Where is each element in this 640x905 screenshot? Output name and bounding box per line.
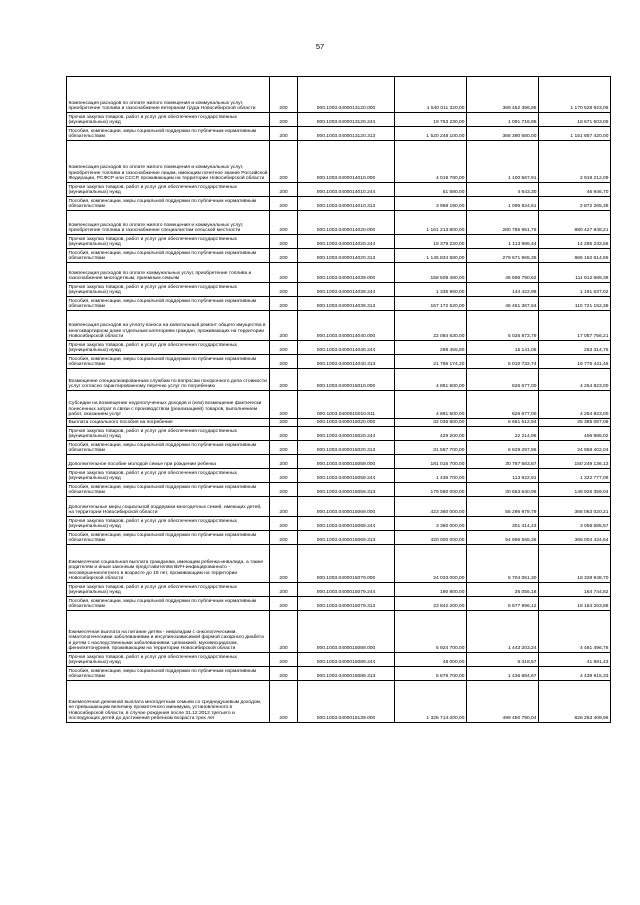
row-budget-code-cell: 000.1003.0400014039.313	[298, 297, 395, 311]
row-executed-cell: 5 010 732,74	[467, 355, 539, 369]
row-unexecuted-cell: 406 985,02	[539, 427, 611, 441]
row-name-cell: Пособия, компенсации, меры социальной поддержки по публичным нормативным обязательствам	[67, 249, 270, 263]
row-name-cell: Прочая закупка товаров, работ и услуг для обеспечения государственных (муниципальных) нужд	[67, 427, 270, 441]
row-line-code-cell: 200	[270, 311, 298, 341]
row-approved-cell: 48 000,00	[395, 653, 467, 667]
row-approved-cell: 1 335 960,00	[395, 283, 467, 297]
row-unexecuted-cell: 164 744,82	[539, 583, 611, 597]
row-line-code-cell: 200	[270, 141, 298, 183]
row-approved-cell: 1 145 834 580,00	[395, 249, 467, 263]
row-approved-cell: 3 968 190,00	[395, 197, 467, 211]
row-name-cell: Пособия, компенсации, меры социальной поддержки по публичным нормативным обязательствам	[67, 667, 270, 681]
row-budget-code-cell: 000.1003.0400014039.244	[298, 283, 395, 297]
table-row	[67, 355, 611, 369]
table-row	[67, 311, 611, 341]
row-executed-cell: 626 677,00	[467, 391, 539, 419]
table-row	[67, 263, 611, 283]
row-name-cell: Компенсация расходов по оплате жилого помещения и коммунальных услуг, приобретение топлива и газоснабжение лицам, имеющим почетное звание Российской Федерации, РСФСР или СССР, проживающим на территории Новосибирской области	[67, 141, 270, 183]
table-row	[67, 235, 611, 249]
table-row	[67, 283, 611, 297]
row-line-code-cell: 200	[270, 283, 298, 297]
row-budget-code-cell: 000.1003.0400015079.244	[298, 583, 395, 597]
row-approved-cell: 1 161 213 800,00	[395, 211, 467, 235]
row-budget-code-cell: 000.1003.0400014020.244	[298, 235, 395, 249]
row-unexecuted-cell: 18 328 948,70	[539, 545, 611, 583]
row-executed-cell: 6 629 297,96	[467, 441, 539, 455]
table-row	[67, 183, 611, 197]
row-budget-code-cell: 000.1003.0400015020.313	[298, 441, 395, 455]
row-unexecuted-cell: 2 919 212,09	[539, 141, 611, 183]
row-unexecuted-cell: 826 263 409,96	[539, 681, 611, 723]
row-budget-code-cell: 000.1003.0400015079.000	[298, 545, 395, 583]
row-line-code-cell: 200	[270, 441, 298, 455]
row-approved-cell: 298 455,80	[395, 341, 467, 355]
table-row	[67, 597, 611, 611]
row-line-code-cell: 200	[270, 681, 298, 723]
row-budget-code-cell: 000.1003.0400014039.000	[298, 263, 395, 283]
row-approved-cell: 22 084 630,00	[395, 311, 467, 341]
row-unexecuted-cell: 110 721 152,36	[539, 297, 611, 311]
row-budget-code-cell: 000.1003.0400015069.313	[298, 531, 395, 545]
row-unexecuted-cell: 880 427 848,21	[539, 211, 611, 235]
row-name-cell: Ежемесячная денежная выплата многодетным семьям со среднедушевым доходом, не превышающим величину прожиточного минимума, установленного в Новосибирской области, в случае рождения после 31.12.2012 третьего и последующих детей до достижения ребенком возраста трех лет	[67, 681, 270, 723]
row-name-cell: Дополнительные меры социальной поддержки многодетных семей, имеющих детей, на территории Новосибирской области	[67, 497, 270, 517]
row-name-cell: Пособия, компенсации, меры социальной поддержки по публичным нормативным обязательствам	[67, 197, 270, 211]
row-executed-cell: 144 422,98	[467, 283, 539, 297]
row-unexecuted-cell: 1 151 857 420,00	[539, 127, 611, 141]
row-budget-code-cell: 000.1003.0400015010.000	[298, 369, 395, 391]
table-row	[67, 497, 611, 517]
row-approved-cell: 1 325 714 200,00	[395, 681, 467, 723]
table-row	[67, 455, 611, 469]
row-name-cell: Прочая закупка товаров, работ и услуг для обеспечения государственных (муниципальных) нужд	[67, 469, 270, 483]
row-name-cell: Пособия, компенсации, меры социальной поддержки по публичным нормативным обязательствам	[67, 441, 270, 455]
row-unexecuted-cell: 4 439 815,33	[539, 667, 611, 681]
table-row	[67, 341, 611, 355]
row-budget-code-cell: 000.1003.0400015020.000	[298, 419, 395, 427]
row-approved-cell: 24 033 000,00	[395, 545, 467, 583]
row-budget-code-cell: 000.1003.0400015069.244	[298, 517, 395, 531]
row-approved-cell: 158 508 480,00	[395, 263, 467, 283]
row-executed-cell: 626 677,00	[467, 369, 539, 391]
row-line-code-cell: 200	[270, 517, 298, 531]
table-row	[67, 249, 611, 263]
row-unexecuted-cell: 150 249 136,13	[539, 455, 611, 469]
row-approved-cell: 23 842 200,00	[395, 597, 467, 611]
row-executed-cell: 54 995 565,36	[467, 531, 539, 545]
row-approved-cell: 32 036 600,00	[395, 419, 467, 427]
row-budget-code-cell: 000.1003.0400013120.313	[298, 127, 395, 141]
row-line-code-cell: 200	[270, 419, 298, 427]
row-budget-code-cell: 000.1003.0400014040.313	[298, 355, 395, 369]
row-approved-cell: 51 590,00	[395, 183, 467, 197]
table-row	[67, 545, 611, 583]
row-line-code-cell: 200	[270, 483, 298, 497]
row-line-code-cell: 200	[270, 497, 298, 517]
row-executed-cell: 113 922,91	[467, 469, 539, 483]
row-approved-cell: 1 540 011 320,00	[395, 77, 467, 113]
row-name-cell: Ежемесячная выплата на питание детям - инвалидам с онкологическими, гематологическими заболеваниями и инсулинозависимой формой сахарного диабета и детям с наследственными заболеваниями: целиакией, муковисцидозом, фенилкетонурией, проживающим на территории Новосибирской области	[67, 611, 270, 653]
row-executed-cell: 1 095 924,61	[467, 197, 539, 211]
row-unexecuted-cell: 16 775 441,46	[539, 355, 611, 369]
row-budget-code-cell: 000.1003.0400014020.000	[298, 211, 395, 235]
row-executed-cell: 1 113 986,44	[467, 235, 539, 249]
row-line-code-cell: 200	[270, 235, 298, 249]
row-executed-cell: 55 296 979,79	[467, 497, 539, 517]
row-budget-code-cell: 000.1003.0400015139.000	[298, 681, 395, 723]
row-name-cell: Ежемесячная социальная выплата гражданам, имеющим ребенка-инвалида, а также родителям и иным законным представителям ВИЧ-инфицированного - несовершеннолетнего в возрасте до 18 лет, проживающим на территории Новосибирской области	[67, 545, 270, 583]
table-row	[67, 297, 611, 311]
row-line-code-cell: 200	[270, 369, 298, 391]
row-line-code-cell: 200	[270, 77, 298, 113]
row-executed-cell: 6 318,57	[467, 653, 539, 667]
row-budget-code-cell: 000.1003.0400014040.244	[298, 341, 395, 355]
row-unexecuted-cell: 111 912 689,38	[539, 263, 611, 283]
row-approved-cell: 4 019 780,00	[395, 141, 467, 183]
row-budget-code-cell: 000.1003.0400013120.000	[298, 77, 395, 113]
table-row	[67, 667, 611, 681]
row-executed-cell: 26 055,18	[467, 583, 539, 597]
row-name-cell: Пособия, компенсации, меры социальной поддержки по публичным нормативным обязательствам	[67, 297, 270, 311]
row-line-code-cell: 200	[270, 113, 298, 127]
row-executed-cell: 4 643,30	[467, 183, 539, 197]
row-budget-code-cell: 000.1003.0400014010.000	[298, 141, 395, 183]
row-name-cell: Выплата социального пособия на погребение	[67, 419, 270, 427]
row-approved-cell: 3 360 000,00	[395, 517, 467, 531]
table-row	[67, 653, 611, 667]
row-budget-code-cell: 000.1003.0400014040.000	[298, 311, 395, 341]
row-line-code-cell: 200	[270, 391, 298, 419]
row-executed-cell: 280 785 951,79	[467, 211, 539, 235]
row-name-cell: Пособия, компенсации, меры социальной поддержки по публичным нормативным обязательствам	[67, 355, 270, 369]
row-approved-cell: 179 580 000,00	[395, 483, 467, 497]
table-row	[67, 611, 611, 653]
row-unexecuted-cell: 365 004 434,64	[539, 531, 611, 545]
row-budget-code-cell: 000.1003.0400014010.244	[298, 183, 395, 197]
row-budget-code-cell: 000.1003.0400015089.000	[298, 611, 395, 653]
row-budget-code-cell: 000.1003.0400015079.313	[298, 597, 395, 611]
row-unexecuted-cell: 24 968 402,04	[539, 441, 611, 455]
table-row	[67, 127, 611, 141]
row-name-cell: Компенсация расходов по оплате коммунальных услуг, приобретение топлива и газоснабжение многодетным, приемным семьям	[67, 263, 270, 283]
row-budget-code-cell: 000.1003.0400015089.313	[298, 667, 395, 681]
row-line-code-cell: 200	[270, 197, 298, 211]
row-unexecuted-cell: 1 322 777,09	[539, 469, 611, 483]
row-unexecuted-cell: 4 481 496,76	[539, 611, 611, 653]
row-executed-cell: 368 390 680,00	[467, 127, 539, 141]
table-row	[67, 419, 611, 427]
row-name-cell: Прочая закупка товаров, работ и услуг для обеспечения государственных (муниципальных) нужд	[67, 183, 270, 197]
row-budget-code-cell: 000.1003.0400015059.313	[298, 483, 395, 497]
row-name-cell: Пособия, компенсации, меры социальной поддержки по публичным нормативным обязательствам	[67, 483, 270, 497]
row-unexecuted-cell: 25 385 087,06	[539, 419, 611, 427]
budget-execution-table	[66, 76, 611, 723]
table-row	[67, 681, 611, 723]
row-line-code-cell: 200	[270, 455, 298, 469]
table-row	[67, 583, 611, 597]
row-approved-cell: 423 360 000,00	[395, 497, 467, 517]
row-budget-code-cell: 000.1003.0400014020.313	[298, 249, 395, 263]
row-unexecuted-cell: 1 170 528 923,05	[539, 77, 611, 113]
row-unexecuted-cell: 866 162 614,65	[539, 249, 611, 263]
table-row	[67, 469, 611, 483]
row-name-cell: Пособия, компенсации, меры социальной поддержки по публичным нормативным обязательствам	[67, 597, 270, 611]
row-line-code-cell: 200	[270, 183, 298, 197]
row-unexecuted-cell: 148 926 359,04	[539, 483, 611, 497]
row-line-code-cell: 200	[270, 469, 298, 483]
row-unexecuted-cell: 2 872 265,39	[539, 197, 611, 211]
row-executed-cell: 30 653 640,96	[467, 483, 539, 497]
row-name-cell: Прочая закупка товаров, работ и услуг для обеспечения государственных (муниципальных) нужд	[67, 113, 270, 127]
row-approved-cell: 181 016 700,00	[395, 455, 467, 469]
row-name-cell: Прочая закупка товаров, работ и услуг для обеспечения государственных (муниципальных) нужд	[67, 653, 270, 667]
row-budget-code-cell: 000.1003.0400015020.244	[298, 427, 395, 441]
row-executed-cell: 46 451 367,64	[467, 297, 539, 311]
table-row	[67, 211, 611, 235]
row-approved-cell: 5 924 700,00	[395, 611, 467, 653]
table-row	[67, 483, 611, 497]
table-row	[67, 391, 611, 419]
row-unexecuted-cell: 3 058 585,57	[539, 517, 611, 531]
row-executed-cell: 279 671 965,35	[467, 249, 539, 263]
row-executed-cell: 6 651 512,94	[467, 419, 539, 427]
row-unexecuted-cell: 4 254 823,00	[539, 369, 611, 391]
row-name-cell: Пособия, компенсации, меры социальной поддержки по публичным нормативным обязательствам	[67, 127, 270, 141]
row-executed-cell: 499 450 790,04	[467, 681, 539, 723]
row-line-code-cell: 200	[270, 211, 298, 235]
table-row	[67, 197, 611, 211]
row-executed-cell: 5 677 996,12	[467, 597, 539, 611]
row-approved-cell: 5 876 700,00	[395, 667, 467, 681]
table-row	[67, 77, 611, 113]
row-unexecuted-cell: 18 671 503,05	[539, 113, 611, 127]
row-line-code-cell: 200	[270, 127, 298, 141]
row-budget-code-cell: 000.1003.0400013120.244	[298, 113, 395, 127]
row-approved-cell: 420 000 000,00	[395, 531, 467, 545]
row-line-code-cell: 200	[270, 249, 298, 263]
row-approved-cell: 157 172 520,00	[395, 297, 467, 311]
row-approved-cell: 1 520 248 100,00	[395, 127, 467, 141]
row-approved-cell: 1 436 700,00	[395, 469, 467, 483]
row-approved-cell: 4 881 500,00	[395, 369, 467, 391]
row-budget-code-cell: 000.1003.0400015059.000	[298, 455, 395, 469]
row-unexecuted-cell: 283 314,75	[539, 341, 611, 355]
row-budget-code-cell: 000.1003.0400015010.811	[298, 391, 395, 419]
row-line-code-cell: 200	[270, 545, 298, 583]
row-executed-cell: 1 100 567,91	[467, 141, 539, 183]
row-approved-cell: 429 200,00	[395, 427, 467, 441]
row-line-code-cell: 200	[270, 653, 298, 667]
row-executed-cell: 1 091 716,95	[467, 113, 539, 127]
table-row	[67, 517, 611, 531]
row-name-cell: Пособия, компенсации, меры социальной поддержки по публичным нормативным обязательствам	[67, 531, 270, 545]
row-name-cell: Дополнительное пособие молодой семье при рождении ребенка	[67, 455, 270, 469]
row-approved-cell: 19 763 230,00	[395, 113, 467, 127]
row-unexecuted-cell: 1 191 537,02	[539, 283, 611, 297]
row-executed-cell: 1 443 203,24	[467, 611, 539, 653]
row-unexecuted-cell: 14 265 233,56	[539, 235, 611, 249]
table-row	[67, 113, 611, 127]
table-row	[67, 531, 611, 545]
row-unexecuted-cell: 18 164 203,88	[539, 597, 611, 611]
row-executed-cell: 5 704 051,30	[467, 545, 539, 583]
row-line-code-cell: 200	[270, 297, 298, 311]
row-line-code-cell: 200	[270, 611, 298, 653]
row-executed-cell: 1 436 884,67	[467, 667, 539, 681]
row-budget-code-cell: 000.1003.0400014010.313	[298, 197, 395, 211]
row-approved-cell: 190 800,00	[395, 583, 467, 597]
row-line-code-cell: 200	[270, 597, 298, 611]
row-name-cell: Прочая закупка товаров, работ и услуг для обеспечения государственных (муниципальных) нужд	[67, 517, 270, 531]
row-unexecuted-cell: 17 057 756,21	[539, 311, 611, 341]
row-name-cell: Компенсация расходов по оплате жилого помещения и коммунальных услуг, приобретение топлива и газоснабжение ветеранам труда Новосибирской области	[67, 77, 270, 113]
row-name-cell: Субсидии на возмещение недополученных доходов и (или) возмещение фактически понесенных затрат в связи с производством (реализацией) товаров, выполнением работ, оказанием услуг	[67, 391, 270, 419]
row-name-cell: Прочая закупка товаров, работ и услуг для обеспечения государственных (муниципальных) нужд	[67, 341, 270, 355]
row-name-cell: Компенсация расходов по оплате жилого помещения и коммунальных услуг, приобретение топлива и газоснабжение специалистам сельской местности	[67, 211, 270, 235]
row-budget-code-cell: 000.1003.0400015059.244	[298, 469, 395, 483]
table-row	[67, 427, 611, 441]
row-line-code-cell: 200	[270, 583, 298, 597]
row-name-cell: Прочая закупка товаров, работ и услуг для обеспечения государственных (муниципальных) нужд	[67, 583, 270, 597]
row-approved-cell: 4 881 500,00	[395, 391, 467, 419]
row-unexecuted-cell: 46 946,70	[539, 183, 611, 197]
row-unexecuted-cell: 4 254 823,00	[539, 391, 611, 419]
table-row	[67, 441, 611, 455]
row-executed-cell: 5 026 873,79	[467, 311, 539, 341]
table-row	[67, 369, 611, 391]
row-executed-cell: 30 767 563,87	[467, 455, 539, 469]
row-budget-code-cell: 000.1003.0400015069.000	[298, 497, 395, 517]
row-name-cell: Компенсация расходов на уплату взноса на капитальный ремонт общего имущества в многоквартирном доме отдельным категориям граждан, проживающих на территории Новосибирской области	[67, 311, 270, 341]
row-executed-cell: 15 141,05	[467, 341, 539, 355]
row-line-code-cell: 200	[270, 427, 298, 441]
row-line-code-cell: 200	[270, 355, 298, 369]
row-name-cell: Прочая закупка товаров, работ и услуг для обеспечения государственных (муниципальных) нужд	[67, 235, 270, 249]
row-approved-cell: 15 379 220,00	[395, 235, 467, 249]
row-unexecuted-cell: 41 681,43	[539, 653, 611, 667]
row-executed-cell: 301 414,43	[467, 517, 539, 531]
row-name-cell: Прочая закупка товаров, работ и услуг для обеспечения государственных (муниципальных) нужд	[67, 283, 270, 297]
row-approved-cell: 31 597 700,00	[395, 441, 467, 455]
row-line-code-cell: 200	[270, 341, 298, 355]
row-executed-cell: 22 214,96	[467, 427, 539, 441]
row-name-cell: Возмещение специализированным службам по вопросам похоронного дела стоимости услуг согласно гарантированному перечню услуг по погребению	[67, 369, 270, 391]
row-line-code-cell: 200	[270, 667, 298, 681]
row-approved-cell: 21 786 174,20	[395, 355, 467, 369]
row-unexecuted-cell: 368 063 020,21	[539, 497, 611, 517]
page-number: 57	[315, 42, 325, 51]
row-budget-code-cell: 000.1003.0400015089.244	[298, 653, 395, 667]
row-executed-cell: 46 596 790,62	[467, 263, 539, 283]
table-row	[67, 141, 611, 183]
row-line-code-cell: 200	[270, 263, 298, 283]
row-executed-cell: 369 452 396,95	[467, 77, 539, 113]
row-line-code-cell: 200	[270, 531, 298, 545]
